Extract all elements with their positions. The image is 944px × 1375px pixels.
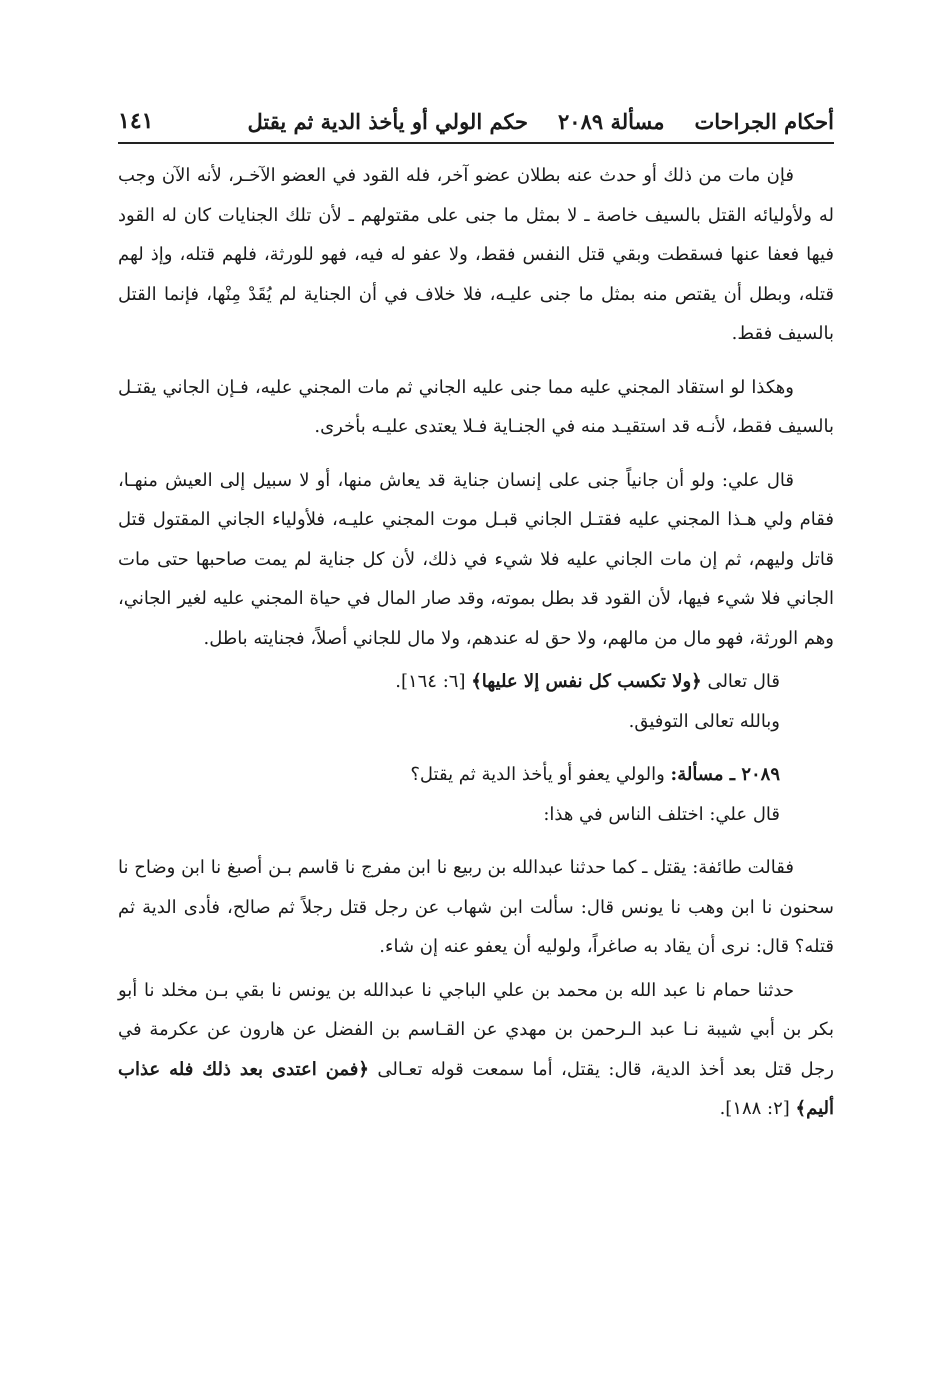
quran-verse-1: ﴿ولا تكسب كل نفس إلا عليها﴾ <box>471 671 702 692</box>
paragraph-4: فقالت طائفة: يقتل ـ كما حدثنا عبدالله بن ربيع نا ابن مفرج نا قاسم بـن أصبغ نا ابن وضاح نا سحنون نا ابن وهب نا يونس قال: سألت ابن شهاب عن رجل قتل رجلاً ثم صالح، فأدى الدية ثم قتله؟ قال: نرى أن يقاد به صاغراً، ولوليه أن يعفو عنه إن شاء. <box>118 857 834 957</box>
closing-line: وبالله تعالى التوفيق. <box>628 710 780 732</box>
issue-heading <box>118 755 780 795</box>
running-header <box>118 100 834 144</box>
paragraph-3: قال علي: ولو أن جانياً جنى على إنسان جناية قد يعاش منها، أو لا سبيل إلى العيش منهـا، فقام ولي هـذا المجني عليه فقتـل الجاني قبـل موت المجني عليـه، فلأولياء الجاني المقتول قتل قاتل وليهم، ثم إن مات الجاني عليه فلا شيء في ذلك، لأن كل جناية لم يمت صاحبها حتى مات الجاني فلا شيء فيها، لأن القود قد بطل بموته، وقد صار المال في حياة المجني عليه لغير الجاني، وهم الورثة، فهو مال من مالهم، ولا حق له عندهم، ولا مال للجاني أصلاً، فجنايته باطل. <box>118 469 834 649</box>
paragraph-1: فإن مات من ذلك أو حدث عنه بطلان عضو آخر، فله القود في العضو الآخـر، لأنه الآن وجب له ولأوليائه القتل بالسيف خاصة ـ لا بمثل ما جنى على مقتولهم ـ لأن تلك الجنايات كان له القود فيها فعفا عنها فسقطت وبقي قتل النفس فقط، ولا عفو له فيه، فهو للورثة، فلهم قتله، وإذ لهم قتله، وبطل أن يقتص منه بمثل ما جنى عليـه، فلا خلاف في أن الجناية لم يُقَدْ مِنْها، فإنما القتل بالسيف فقط. <box>118 165 834 344</box>
issue-number: مسألة ٢٠٨٩ <box>558 108 665 134</box>
issue-ali-line: قال علي: اختلف الناس في هذا: <box>543 803 780 825</box>
paragraph-5 <box>118 971 834 1129</box>
book-title: أحكام الجراحات <box>694 108 834 134</box>
quran-verse-2: ﴿فمن اعتدى بعد ذلك فله عذاب أليم﴾ <box>118 1058 834 1119</box>
verse-intro: قال تعالى <box>701 671 780 692</box>
header-titles <box>248 109 835 134</box>
verse-2-ref: [٢: ١٨٨]. <box>719 1098 796 1119</box>
verse-line <box>118 662 780 702</box>
verse-1-ref: [٦: ١٦٤]. <box>395 671 472 692</box>
page-number: ١٤١ <box>118 108 154 134</box>
verse-block <box>118 662 834 834</box>
paragraph-2: وهكذا لو استقاد المجني عليه مما جنى عليه الجاني ثم مات المجني عليه، فـإن الجاني يقتـل بالسيف فقط، لأنـه قد استقيـد منه في الجنـاية فـلا يعتدى عليـه بأخرى. <box>118 376 834 437</box>
issue-title: حكم الولي أو يأخذ الدية ثم يقتل <box>247 108 529 134</box>
issue-heading-number: ٢٠٨٩ ـ مسألة: <box>670 764 780 785</box>
body-text <box>118 156 834 1143</box>
paragraph-5-text: حدثنا حمام نا عبد الله بن محمد بن علي الباجي نا عبدالله بن يونس نا بقي بـن مخلد نا أبو بكر بن أبي شيبة نـا عبد الـرحمن بن مهدي عن القـاسم بن الفضل عن هارون عن عكرمة في رجل قتل بعد أخذ الدية، قال: يقتل، أما سمعت قوله تعـالى <box>118 979 834 1080</box>
issue-heading-question: والولي يعفو أو يأخذ الدية ثم يقتل؟ <box>410 764 671 785</box>
